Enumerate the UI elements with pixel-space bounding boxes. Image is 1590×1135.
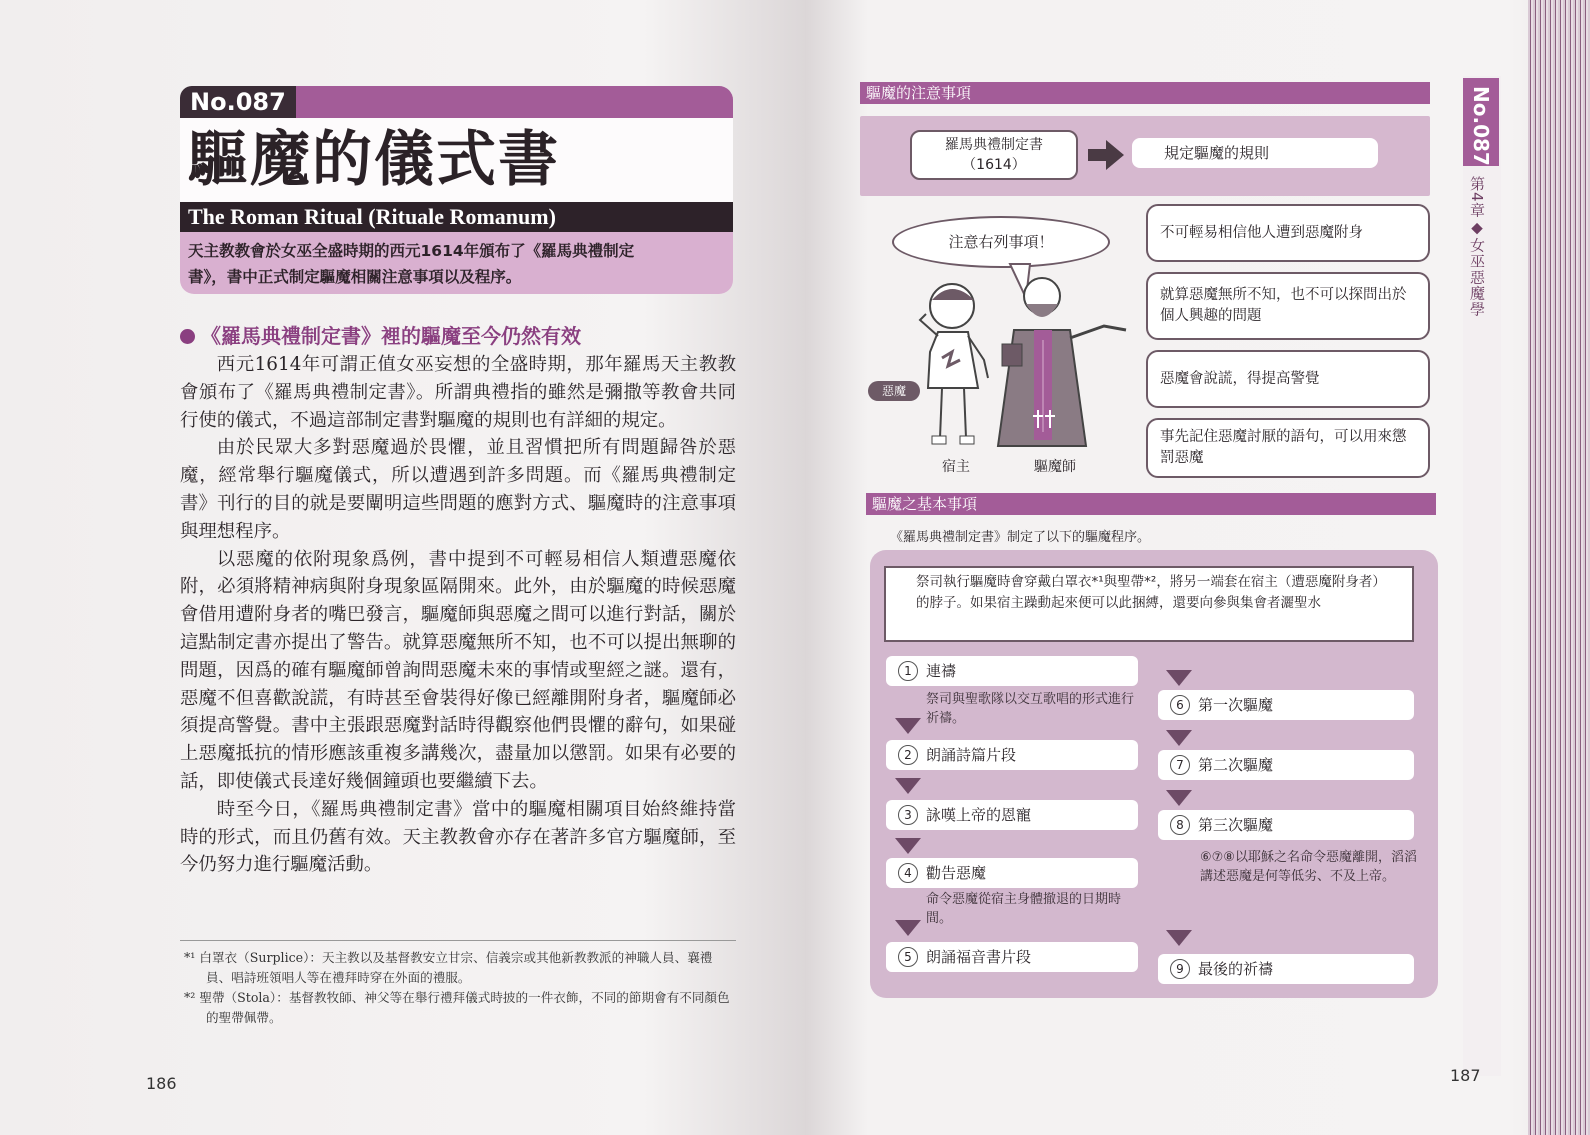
summary-line: 書》，書中正式制定驅魔相關注意事項以及程序。	[188, 268, 522, 286]
footnotes	[184, 948, 736, 1028]
step-item	[1158, 750, 1414, 780]
arrow-right-icon	[1088, 140, 1124, 170]
note-box	[1146, 272, 1430, 340]
section2-title: 驅魔之基本事項	[872, 495, 978, 513]
procedure-intro: 《羅馬典禮制定書》制定了以下的驅魔程序。	[890, 530, 1151, 545]
footnote-divider	[180, 940, 736, 941]
step-number: 9	[1170, 959, 1190, 979]
section-heading	[180, 322, 581, 350]
host-and-exorcist-illustration	[890, 260, 1140, 470]
english-title: The Roman Ritual (Rituale Romanum)	[188, 204, 556, 229]
page-number-right: 187	[1450, 1066, 1481, 1085]
summary	[188, 238, 728, 290]
side-entry-number: No.087	[1463, 78, 1499, 166]
step-note: ⑥⑦⑧以耶穌之名命令惡魔離開，滔滔講述惡魔是何等低劣、不及上帝。	[1200, 850, 1417, 884]
paragraph: 時至今日，《羅馬典禮制定書》當中的驅魔相關項目始終維持當時的形式，而且仍舊有效。天主教教會亦存在著許多官方驅魔師，至今仍努力進行驅魔活動。	[180, 798, 736, 876]
note-text: 不可輕易相信他人遭到惡魔附身	[1160, 224, 1363, 241]
step-number: 1	[898, 661, 918, 681]
step-label: 第一次驅魔	[1198, 696, 1274, 714]
exorcist-label: 驅魔師	[1034, 459, 1076, 475]
step-label: 勸告惡魔	[926, 864, 987, 882]
speech-bubble: 注意右列事項！	[892, 216, 1110, 268]
page-edge	[1528, 0, 1590, 1135]
page-title: 驅魔的儀式書	[188, 125, 560, 195]
step-number: 8	[1170, 815, 1190, 835]
step-item	[1158, 690, 1414, 720]
side-chapter-title: 第4章◆女巫惡魔學	[1468, 176, 1486, 318]
step-number: 3	[898, 805, 918, 825]
step-note: 祭司與聖歌隊以交互歌唱的形式進行祈禱。	[926, 692, 1135, 726]
rule-book-title: 羅馬典禮制定書	[945, 137, 1043, 153]
step-item	[1158, 954, 1414, 984]
note-box	[1146, 418, 1430, 478]
note-text: 惡魔會說謊，得提高警覺	[1160, 370, 1320, 387]
body-text	[180, 351, 736, 879]
down-arrow-icon	[895, 718, 921, 734]
step-number: 2	[898, 745, 918, 765]
page-number-left: 186	[146, 1074, 177, 1093]
step-note: 命令惡魔從宿主身體撤退的日期時間。	[926, 892, 1122, 926]
step-item	[886, 740, 1138, 770]
rule-book-box	[910, 130, 1078, 180]
footnote: *¹ 白罩衣（Surplice）：天主教以及基督教安立甘宗、信義宗或其他新教教派的神職人員、襄禮員、唱詩班領唱人等在禮拜時穿在外面的禮服。	[184, 950, 713, 985]
note-box	[1146, 350, 1430, 408]
step-item	[886, 942, 1138, 972]
rule-define-box: 規定驅魔的規則	[1132, 138, 1378, 168]
step-item	[886, 858, 1138, 888]
step-number: 5	[898, 947, 918, 967]
step-item	[886, 800, 1138, 830]
note-text: 事先記住惡魔討厭的語句，可以用來懲罰惡魔	[1160, 429, 1407, 466]
procedure-description: 祭司執行驅魔時會穿戴白罩衣*¹與聖帶*²，將另一端套在宿主（遭惡魔附身者）的脖子。如果宿主躁動起來便可以此捆縛，還要向參與集會者灑聖水	[884, 566, 1414, 642]
step-label: 朗誦福音書片段	[926, 948, 1032, 966]
rule-book-year: （1614）	[962, 157, 1026, 173]
step-number: 6	[1170, 695, 1190, 715]
down-arrow-icon	[1166, 730, 1192, 746]
down-arrow-icon	[1166, 790, 1192, 806]
paragraph: 由於民眾大多對惡魔過於畏懼，並且習慣把所有問題歸咎於惡魔，經常舉行驅魔儀式，所以遭遇到許多問題。而《羅馬典禮制定書》刊行的目的就是要闡明這些問題的應對方式、驅魔時的注意事項與理想程序。	[180, 437, 736, 542]
paragraph: 西元1614年可謂正值女巫妄想的全盛時期，那年羅馬天主教教會頒布了《羅馬典禮制定書》。所謂典禮指的雖然是彌撒等教會共同行使的儀式，不過這部制定書對驅魔的規則也有詳細的規定。	[180, 354, 736, 431]
down-arrow-icon	[895, 838, 921, 854]
section-heading-text: 《羅馬典禮制定書》裡的驅魔至今仍然有效	[201, 324, 581, 348]
step-label: 連禱	[926, 662, 957, 680]
paragraph: 以惡魔的依附現象爲例，書中提到不可輕易相信人類遭惡魔依附，必須將精神病與附身現象區隔開來。此外，由於驅魔的時候惡魔會借用遭附身者的嘴巴發言，驅魔師與惡魔之間可以進行對話，關於這點制定書亦提出了警告。就算惡魔無所不知，也不可以提出無聊的問題，因爲的確有驅魔師曾詢問惡魔未來的事情或聖經之謎。還有，惡魔不但喜歡說謊，有時甚至會裝得好像已經離開附身者，驅魔師必須提高警覺。書中主張跟惡魔對話時得觀察他們畏懼的辭句，如果碰上惡魔抵抗的情形應該重複多講幾次，盡量加以懲罰。如果有必要的話，即使儀式長達好幾個鐘頭也要繼續下去。	[180, 548, 736, 792]
step-number: 7	[1170, 755, 1190, 775]
section1-title: 驅魔的注意事項	[866, 84, 972, 102]
down-arrow-icon	[895, 920, 921, 936]
step-label: 最後的祈禱	[1198, 960, 1274, 978]
footnote: *² 聖帶（Stola）：基督教牧師、神父等在舉行禮拜儀式時披的一件衣飾，不同的節期會有不同顏色的聖帶佩帶。	[184, 990, 730, 1025]
down-arrow-icon	[895, 778, 921, 794]
down-arrow-icon	[1166, 930, 1192, 946]
step-item	[886, 656, 1138, 686]
bullet-dot-icon	[180, 329, 195, 344]
entry-number: No.087	[180, 86, 296, 118]
note-box	[1146, 204, 1430, 262]
step-label: 詠嘆上帝的恩寵	[926, 806, 1032, 824]
down-arrow-icon	[1166, 670, 1192, 686]
step-number: 4	[898, 863, 918, 883]
possessed-tag: 惡魔	[868, 381, 920, 401]
host-label: 宿主	[942, 459, 970, 475]
summary-line: 天主教教會於女巫全盛時期的西元1614年頒布了《羅馬典禮制定	[188, 242, 635, 260]
step-label: 第二次驅魔	[1198, 756, 1274, 774]
step-label: 朗誦詩篇片段	[926, 746, 1017, 764]
step-label: 第三次驅魔	[1198, 816, 1274, 834]
note-text: 就算惡魔無所不知，也不可以探問出於個人興趣的問題	[1160, 287, 1407, 324]
step-item	[1158, 810, 1414, 840]
